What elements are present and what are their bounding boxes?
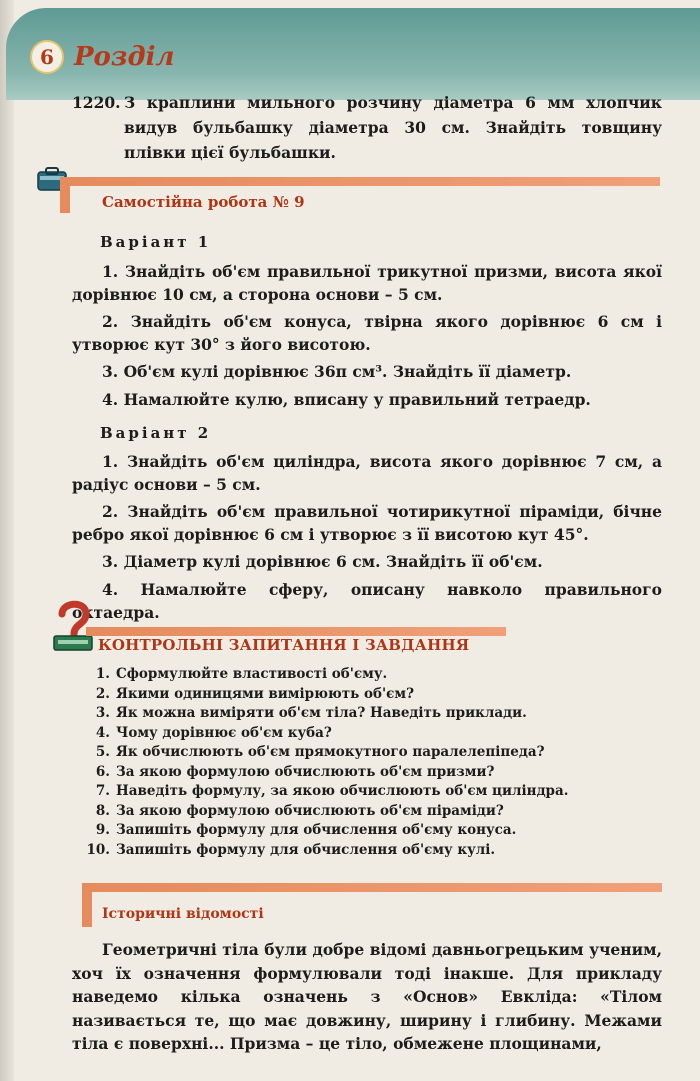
history-text: Геометричні тіла були добре відомі давньогрецьким ученим, хоч їх означення формулювали тоді інакше. Для прикладу наведемо кілька означень з «Основ» Евкліда: «Тілом називається те, що має довжину, ширину і глибину. Межами тіла є поверхні... Призма – це тіло, обмежене площинами, xyxy=(72,940,662,1053)
problem-1220 xyxy=(72,90,662,165)
variant-2-task-4: 4. Намалюйте сферу, описану навколо правильного октаедра. xyxy=(72,580,662,622)
variant-2-task-3: 3. Діаметр кулі дорівнює 6 см. Знайдіть її об'єм. xyxy=(102,552,543,571)
variant-2-task-2: 2. Знайдіть об'єм правильної чотирикутної піраміди, бічне ребро якої дорівнює 6 см і утворює з її висотою кут 45°. xyxy=(72,502,662,544)
history-title: Історичні відомості xyxy=(102,906,264,922)
list-item: 10. Запишіть формулу для обчислення об'єму кулі. xyxy=(86,841,496,858)
history-divider-bar xyxy=(82,883,662,892)
list-item: 6. За якою формулою обчислюють об'єм призми? xyxy=(95,763,495,780)
problem-text: З краплини мильного розчину діаметра 6 мм хлопчик видув бульбашку діаметра 30 см. Знайдіть товщину плівки цієї бульбашки. xyxy=(124,93,662,162)
chapter-number-badge: 6 xyxy=(30,40,64,74)
section-divider-bar xyxy=(70,177,660,186)
independent-work-title: Самостійна робота № 9 xyxy=(102,193,305,211)
list-item: 5. Як обчислюють об'єм прямокутного паралелепіпеда? xyxy=(95,744,545,760)
control-questions-title: КОНТРОЛЬНІ ЗАПИТАННЯ І ЗАВДАННЯ xyxy=(98,636,470,654)
problem-number: 1220. xyxy=(72,93,121,112)
page-edge xyxy=(0,0,14,1081)
list-item: 4. Чому дорівнює об'єм куба? xyxy=(95,724,332,741)
list-item: 7. Наведіть формулу, за якою обчислюють об'єм циліндра. xyxy=(95,783,569,799)
section-divider-corner xyxy=(60,177,70,213)
variant-1-task-4: 4. Намалюйте кулю, вписану у правильний тетраедр. xyxy=(102,390,591,409)
chapter-title: Розділ xyxy=(74,42,175,72)
question-mark-icon xyxy=(52,598,96,654)
list-item: 2. Якими одиницями вимірюють об'єм? xyxy=(95,685,415,702)
variant-1-label: Варіант 1 xyxy=(100,233,212,251)
variant-2-label: Варіант 2 xyxy=(100,424,212,442)
variant-1-task-2: 2. Знайдіть об'єм конуса, твірна якого дорівнює 6 см і утворює кут 30° з його висотою. xyxy=(72,312,662,354)
list-item: 8. За якою формулою обчислюють об'єм піраміди? xyxy=(95,802,504,819)
variant-2-task-1: 1. Знайдіть об'єм циліндра, висота якого дорівнює 7 см, а радіус основи – 5 см. xyxy=(72,452,662,494)
variant-1-task-1: 1. Знайдіть об'єм правильної трикутної призми, висота якої дорівнює 10 см, а сторона основи – 5 см. xyxy=(72,262,662,304)
list-item: 1. Сформулюйте властивості об'єму. xyxy=(95,666,388,682)
variant-1-task-3: 3. Об'єм кулі дорівнює 36π см³. Знайдіть її діаметр. xyxy=(102,362,572,381)
control-questions-list xyxy=(86,665,568,860)
list-item: 9. Запишіть формулу для обчислення об'єму конуса. xyxy=(95,822,517,838)
history-divider-corner xyxy=(82,883,92,927)
control-divider-bar xyxy=(86,627,506,636)
list-item: 3. Як можна виміряти об'єм тіла? Наведіть приклади. xyxy=(95,705,527,721)
